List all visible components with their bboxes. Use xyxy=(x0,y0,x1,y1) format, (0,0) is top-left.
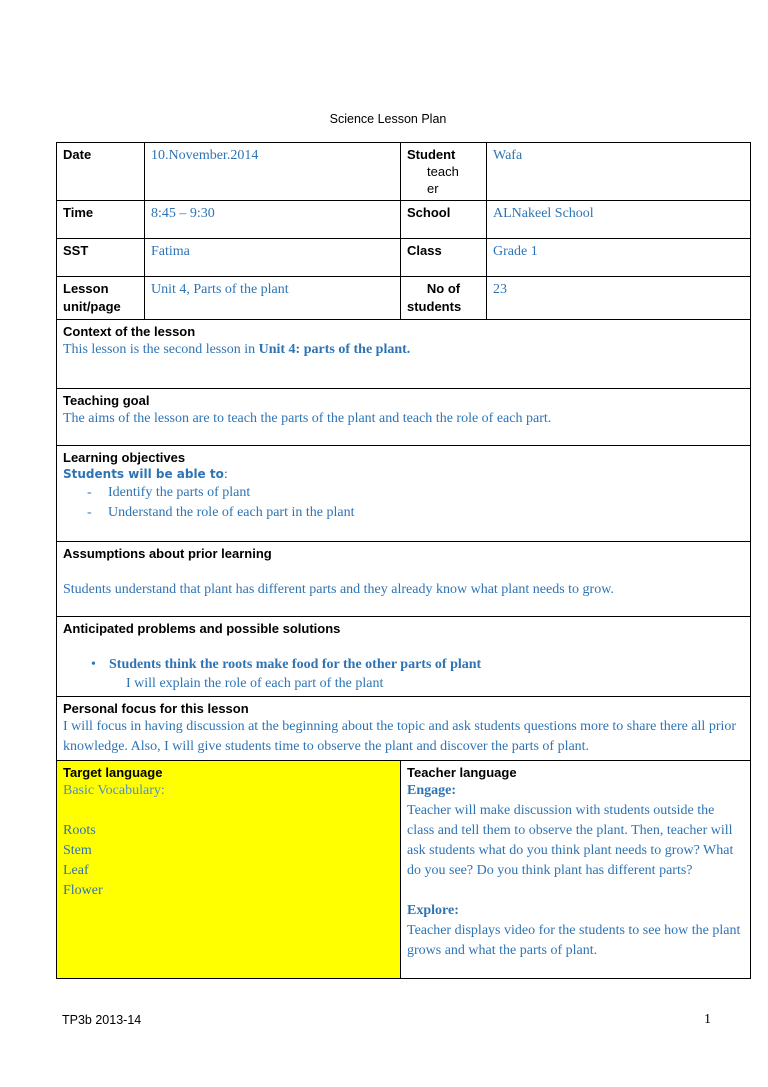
date-label-cell xyxy=(57,143,145,201)
footer-label: TP3b 2013-14 xyxy=(62,1013,142,1027)
target-language-heading: Target language xyxy=(63,765,163,780)
students-value-cell xyxy=(487,277,751,320)
anticipated-problems-cell xyxy=(57,617,751,697)
row-personal-focus xyxy=(57,697,751,761)
student-teacher-value: Wafa xyxy=(493,148,523,163)
students-label-line2: students xyxy=(407,299,462,314)
vocab-word: Leaf xyxy=(63,863,89,878)
lesson-value: Unit 4, Parts of the plant xyxy=(151,282,289,297)
class-value-cell xyxy=(487,239,751,277)
vocab-words xyxy=(63,821,394,901)
student-teacher-value-cell xyxy=(487,143,751,201)
student-teacher-label-cell xyxy=(401,143,487,201)
teacher-language-cell xyxy=(401,761,751,979)
lesson-label-cell xyxy=(57,277,145,320)
time-value-cell xyxy=(145,201,401,239)
sst-label: SST xyxy=(63,243,89,258)
objectives-intro-colon: : xyxy=(223,467,228,482)
students-label-line1: No of xyxy=(426,281,461,296)
row-learning-objectives xyxy=(57,446,751,542)
target-language-cell xyxy=(57,761,401,979)
engage-text: Teacher will make discussion with students outside the class and tell them to observe the plant. Then, teacher will ask students what do you think plant needs to grow? What do you see? Do you think plant has different parts? xyxy=(407,803,734,878)
objective-item: - Understand the role of each part in the plant xyxy=(83,503,744,523)
student-teacher-label-line3: er xyxy=(427,181,439,196)
student-teacher-label-line1: Student xyxy=(407,147,456,162)
row-sst xyxy=(57,239,751,277)
students-label-cell xyxy=(401,277,487,320)
lesson-plan-table xyxy=(56,142,751,979)
school-value: ALNakeel School xyxy=(493,206,594,221)
vocab-word: Roots xyxy=(63,823,96,838)
context-heading: Context of the lesson xyxy=(63,324,196,339)
objectives-list xyxy=(63,483,744,523)
row-lesson xyxy=(57,277,751,320)
document-title: Science Lesson Plan xyxy=(329,112,447,126)
context-text-unit: Unit 4: parts of the plant. xyxy=(258,342,411,357)
lesson-label-line2: unit/page xyxy=(63,299,121,314)
row-assumptions xyxy=(57,542,751,617)
class-label-cell xyxy=(401,239,487,277)
vocab-word: Flower xyxy=(63,883,103,898)
explore-label xyxy=(407,901,744,921)
date-value: 10.November.2014 xyxy=(151,148,259,163)
context-cell xyxy=(57,320,751,389)
vocab-label: Basic Vocabulary: xyxy=(63,783,165,798)
explore-text: Teacher displays video for the students to see how the plant grows and what the parts of plant. xyxy=(407,923,741,958)
engage-label-text: Engage: xyxy=(407,783,456,798)
personal-focus-heading: Personal focus for this lesson xyxy=(63,701,249,716)
learning-objectives-cell xyxy=(57,446,751,542)
row-time xyxy=(57,201,751,239)
teaching-goal-text: The aims of the lesson are to teach the parts of the plant and teach the role of each part. xyxy=(63,411,552,426)
problem-bullet-row xyxy=(63,655,744,675)
bullet-icon: • xyxy=(91,657,96,672)
objective-item: - Identify the parts of plant xyxy=(83,483,744,503)
teaching-goal-heading: Teaching goal xyxy=(63,393,150,408)
assumptions-cell xyxy=(57,542,751,617)
sst-value: Fatima xyxy=(151,244,190,259)
school-label-cell xyxy=(401,201,487,239)
class-value: Grade 1 xyxy=(493,244,538,259)
date-label: Date xyxy=(63,147,92,162)
personal-focus-text: I will focus in having discussion at the beginning about the topic and ask students questions more to share there all prior knowledge. Also, I will give students time to observe the plant and discover the parts of plant. xyxy=(63,719,737,754)
row-language xyxy=(57,761,751,979)
teacher-language-heading: Teacher language xyxy=(407,765,517,780)
solution-text: I will explain the role of each part of the plant xyxy=(126,676,384,691)
problem-text: Students think the roots make food for the other parts of plant xyxy=(109,657,482,672)
vocab-word: Stem xyxy=(63,843,92,858)
class-label: Class xyxy=(407,243,442,258)
time-label-cell xyxy=(57,201,145,239)
row-date xyxy=(57,143,751,201)
personal-focus-cell xyxy=(57,697,751,761)
assumptions-text: Students understand that plant has different parts and they already know what plant needs to grow. xyxy=(63,582,614,597)
page-number: 1 xyxy=(704,1012,711,1027)
students-value: 23 xyxy=(493,282,507,297)
row-context xyxy=(57,320,751,389)
row-teaching-goal xyxy=(57,389,751,446)
student-teacher-label-line2: teach xyxy=(427,164,459,179)
engage-label xyxy=(407,781,744,801)
date-value-cell xyxy=(145,143,401,201)
assumptions-heading: Assumptions about prior learning xyxy=(63,546,272,561)
school-label: School xyxy=(407,205,451,220)
school-value-cell xyxy=(487,201,751,239)
teaching-goal-cell xyxy=(57,389,751,446)
anticipated-problems-heading: Anticipated problems and possible solutions xyxy=(63,621,341,636)
sst-label-cell xyxy=(57,239,145,277)
row-anticipated-problems xyxy=(57,617,751,697)
lesson-value-cell xyxy=(145,277,401,320)
learning-objectives-heading: Learning objectives xyxy=(63,450,186,465)
explore-label-text: Explore: xyxy=(407,903,459,918)
sst-value-cell xyxy=(145,239,401,277)
lesson-label-line1: Lesson xyxy=(63,281,109,296)
context-text-prefix: This lesson is the second lesson in xyxy=(63,342,259,357)
time-label: Time xyxy=(63,205,94,220)
context-text xyxy=(63,340,744,360)
time-value: 8:45 – 9:30 xyxy=(151,206,215,221)
objectives-intro-text: Students will be able to xyxy=(63,467,224,481)
objectives-intro xyxy=(63,466,744,483)
